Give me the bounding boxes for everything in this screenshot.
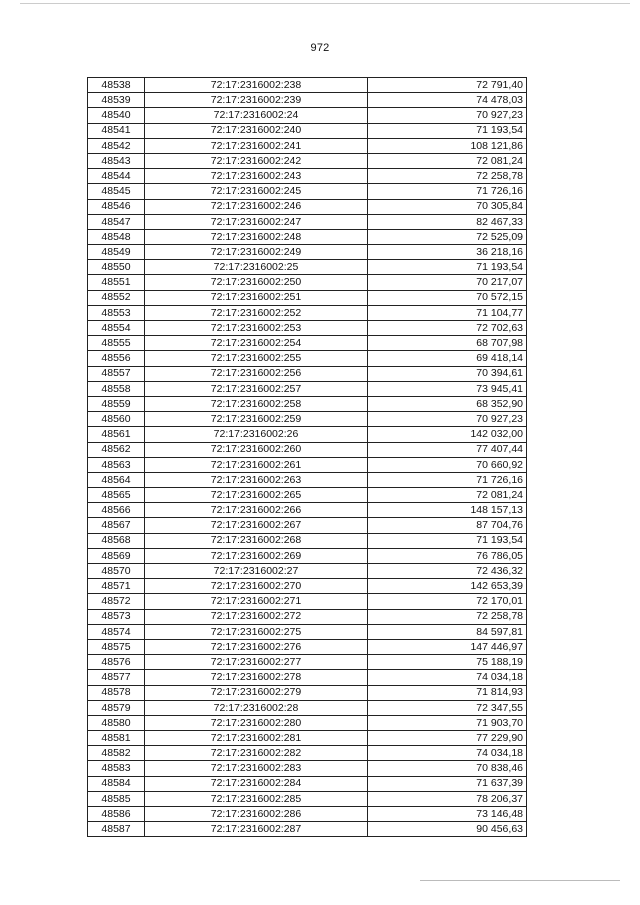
row-index: 48557 [88,366,145,381]
cadastral-number: 72:17:2316002:284 [145,776,368,791]
row-index: 48579 [88,700,145,715]
cadastral-value: 82 467,33 [368,214,527,229]
row-index: 48565 [88,488,145,503]
cadastral-value: 142 653,39 [368,579,527,594]
cadastral-value: 75 188,19 [368,655,527,670]
cadastral-value: 142 032,00 [368,427,527,442]
cadastral-value: 74 034,18 [368,746,527,761]
cadastral-value: 72 525,09 [368,229,527,244]
table-row [88,700,527,715]
cadastral-value: 36 218,16 [368,245,527,260]
cadastral-value: 73 146,48 [368,807,527,822]
table-row [88,715,527,730]
table-row [88,548,527,563]
table-row [88,746,527,761]
cadastral-number: 72:17:2316002:238 [145,78,368,93]
table-row [88,533,527,548]
cadastral-value: 74 034,18 [368,670,527,685]
cadastral-number: 72:17:2316002:26 [145,427,368,442]
row-index: 48585 [88,791,145,806]
cadastral-number: 72:17:2316002:25 [145,260,368,275]
table-row [88,791,527,806]
table-row [88,321,527,336]
cadastral-value: 77 407,44 [368,442,527,457]
row-index: 48572 [88,594,145,609]
cadastral-number: 72:17:2316002:255 [145,351,368,366]
row-index: 48558 [88,381,145,396]
table-row [88,776,527,791]
row-index: 48538 [88,78,145,93]
cadastral-value: 71 903,70 [368,715,527,730]
row-index: 48569 [88,548,145,563]
table-row [88,488,527,503]
row-index: 48566 [88,503,145,518]
table-row [88,199,527,214]
cadastral-number: 72:17:2316002:270 [145,579,368,594]
cadastral-number: 72:17:2316002:258 [145,396,368,411]
cadastral-value: 72 791,40 [368,78,527,93]
row-index: 48574 [88,624,145,639]
cadastral-value: 71 726,16 [368,472,527,487]
cadastral-value: 68 707,98 [368,336,527,351]
cadastral-number: 72:17:2316002:259 [145,412,368,427]
row-index: 48575 [88,639,145,654]
cadastral-value: 70 927,23 [368,412,527,427]
registry-table [87,77,527,837]
cadastral-value: 90 456,63 [368,822,527,837]
cadastral-number: 72:17:2316002:246 [145,199,368,214]
row-index: 48563 [88,457,145,472]
table-row [88,579,527,594]
cadastral-value: 68 352,90 [368,396,527,411]
cadastral-value: 72 170,01 [368,594,527,609]
row-index: 48586 [88,807,145,822]
cadastral-number: 72:17:2316002:28 [145,700,368,715]
cadastral-number: 72:17:2316002:254 [145,336,368,351]
cadastral-number: 72:17:2316002:265 [145,488,368,503]
table-row [88,108,527,123]
cadastral-value: 76 786,05 [368,548,527,563]
cadastral-value: 71 193,54 [368,260,527,275]
cadastral-value: 70 572,15 [368,290,527,305]
table-row [88,472,527,487]
row-index: 48541 [88,123,145,138]
cadastral-value: 71 193,54 [368,533,527,548]
table-row [88,214,527,229]
table-row [88,396,527,411]
row-index: 48584 [88,776,145,791]
table-row [88,807,527,822]
cadastral-value: 71 637,39 [368,776,527,791]
cadastral-number: 72:17:2316002:267 [145,518,368,533]
table-row [88,457,527,472]
cadastral-value: 147 446,97 [368,639,527,654]
table-row [88,564,527,579]
cadastral-value: 77 229,90 [368,731,527,746]
table-row [88,169,527,184]
cadastral-number: 72:17:2316002:250 [145,275,368,290]
cadastral-number: 72:17:2316002:27 [145,564,368,579]
row-index: 48568 [88,533,145,548]
table-row [88,123,527,138]
page-number: 972 [310,42,330,54]
row-index: 48549 [88,245,145,260]
cadastral-number: 72:17:2316002:24 [145,108,368,123]
cadastral-value: 71 726,16 [368,184,527,199]
row-index: 48547 [88,214,145,229]
row-index: 48560 [88,412,145,427]
row-index: 48562 [88,442,145,457]
row-index: 48554 [88,321,145,336]
row-index: 48587 [88,822,145,837]
row-index: 48545 [88,184,145,199]
cadastral-number: 72:17:2316002:269 [145,548,368,563]
cadastral-number: 72:17:2316002:286 [145,807,368,822]
table-row [88,594,527,609]
table-row [88,442,527,457]
row-index: 48582 [88,746,145,761]
table-row [88,518,527,533]
table-body [88,78,527,837]
row-index: 48583 [88,761,145,776]
table-row [88,336,527,351]
table-row [88,93,527,108]
cadastral-number: 72:17:2316002:272 [145,609,368,624]
table-row [88,366,527,381]
row-index: 48539 [88,93,145,108]
table-row [88,685,527,700]
row-index: 48581 [88,731,145,746]
table-row [88,275,527,290]
row-index: 48542 [88,138,145,153]
cadastral-value: 71 814,93 [368,685,527,700]
table-row [88,427,527,442]
table-row [88,609,527,624]
table-row [88,731,527,746]
cadastral-number: 72:17:2316002:249 [145,245,368,260]
table-row [88,761,527,776]
cadastral-number: 72:17:2316002:268 [145,533,368,548]
cadastral-number: 72:17:2316002:278 [145,670,368,685]
table-row [88,138,527,153]
row-index: 48576 [88,655,145,670]
row-index: 48570 [88,564,145,579]
cadastral-number: 72:17:2316002:252 [145,305,368,320]
cadastral-value: 84 597,81 [368,624,527,639]
table-row [88,351,527,366]
cadastral-value: 70 927,23 [368,108,527,123]
cadastral-number: 72:17:2316002:253 [145,321,368,336]
cadastral-number: 72:17:2316002:248 [145,229,368,244]
cadastral-number: 72:17:2316002:280 [145,715,368,730]
row-index: 48546 [88,199,145,214]
cadastral-number: 72:17:2316002:271 [145,594,368,609]
cadastral-value: 72 081,24 [368,153,527,168]
row-index: 48548 [88,229,145,244]
cadastral-value: 71 104,77 [368,305,527,320]
cadastral-number: 72:17:2316002:245 [145,184,368,199]
row-index: 48553 [88,305,145,320]
cadastral-value: 87 704,76 [368,518,527,533]
table-row [88,822,527,837]
table-row [88,260,527,275]
cadastral-number: 72:17:2316002:242 [145,153,368,168]
cadastral-value: 72 258,78 [368,609,527,624]
row-index: 48555 [88,336,145,351]
row-index: 48544 [88,169,145,184]
cadastral-value: 72 347,55 [368,700,527,715]
row-index: 48550 [88,260,145,275]
row-index: 48571 [88,579,145,594]
cadastral-number: 72:17:2316002:260 [145,442,368,457]
cadastral-number: 72:17:2316002:275 [145,624,368,639]
cadastral-value: 73 945,41 [368,381,527,396]
cadastral-value: 74 478,03 [368,93,527,108]
table-row [88,245,527,260]
cadastral-number: 72:17:2316002:251 [145,290,368,305]
table-row [88,655,527,670]
cadastral-value: 72 258,78 [368,169,527,184]
cadastral-number: 72:17:2316002:283 [145,761,368,776]
cadastral-number: 72:17:2316002:257 [145,381,368,396]
cadastral-value: 70 217,07 [368,275,527,290]
table-row [88,639,527,654]
cadastral-value: 78 206,37 [368,791,527,806]
cadastral-number: 72:17:2316002:276 [145,639,368,654]
cadastral-number: 72:17:2316002:243 [145,169,368,184]
row-index: 48540 [88,108,145,123]
table-row [88,290,527,305]
row-index: 48564 [88,472,145,487]
cadastral-value: 70 660,92 [368,457,527,472]
row-index: 48573 [88,609,145,624]
cadastral-number: 72:17:2316002:239 [145,93,368,108]
row-index: 48567 [88,518,145,533]
table-row [88,670,527,685]
cadastral-number: 72:17:2316002:263 [145,472,368,487]
cadastral-number: 72:17:2316002:261 [145,457,368,472]
scan-edge-line [20,3,630,4]
table-row [88,184,527,199]
cadastral-value: 70 305,84 [368,199,527,214]
table-row [88,412,527,427]
row-index: 48543 [88,153,145,168]
cadastral-number: 72:17:2316002:282 [145,746,368,761]
cadastral-number: 72:17:2316002:256 [145,366,368,381]
cadastral-value: 71 193,54 [368,123,527,138]
cadastral-value: 72 702,63 [368,321,527,336]
row-index: 48580 [88,715,145,730]
table-row [88,305,527,320]
cadastral-number: 72:17:2316002:279 [145,685,368,700]
cadastral-value: 72 081,24 [368,488,527,503]
cadastral-number: 72:17:2316002:241 [145,138,368,153]
cadastral-value: 69 418,14 [368,351,527,366]
row-index: 48577 [88,670,145,685]
row-index: 48578 [88,685,145,700]
row-index: 48559 [88,396,145,411]
table-row [88,78,527,93]
cadastral-value: 108 121,86 [368,138,527,153]
row-index: 48551 [88,275,145,290]
cadastral-number: 72:17:2316002:247 [145,214,368,229]
cadastral-value: 72 436,32 [368,564,527,579]
cadastral-number: 72:17:2316002:281 [145,731,368,746]
cadastral-value: 70 394,61 [368,366,527,381]
cadastral-number: 72:17:2316002:277 [145,655,368,670]
scan-edge-line [420,880,620,881]
cadastral-number: 72:17:2316002:240 [145,123,368,138]
row-index: 48556 [88,351,145,366]
cadastral-number: 72:17:2316002:266 [145,503,368,518]
cadastral-value: 148 157,13 [368,503,527,518]
table-row [88,153,527,168]
cadastral-number: 72:17:2316002:285 [145,791,368,806]
table-row [88,381,527,396]
cadastral-number: 72:17:2316002:287 [145,822,368,837]
table-row [88,624,527,639]
cadastral-value: 70 838,46 [368,761,527,776]
row-index: 48552 [88,290,145,305]
row-index: 48561 [88,427,145,442]
table-row [88,503,527,518]
table-row [88,229,527,244]
